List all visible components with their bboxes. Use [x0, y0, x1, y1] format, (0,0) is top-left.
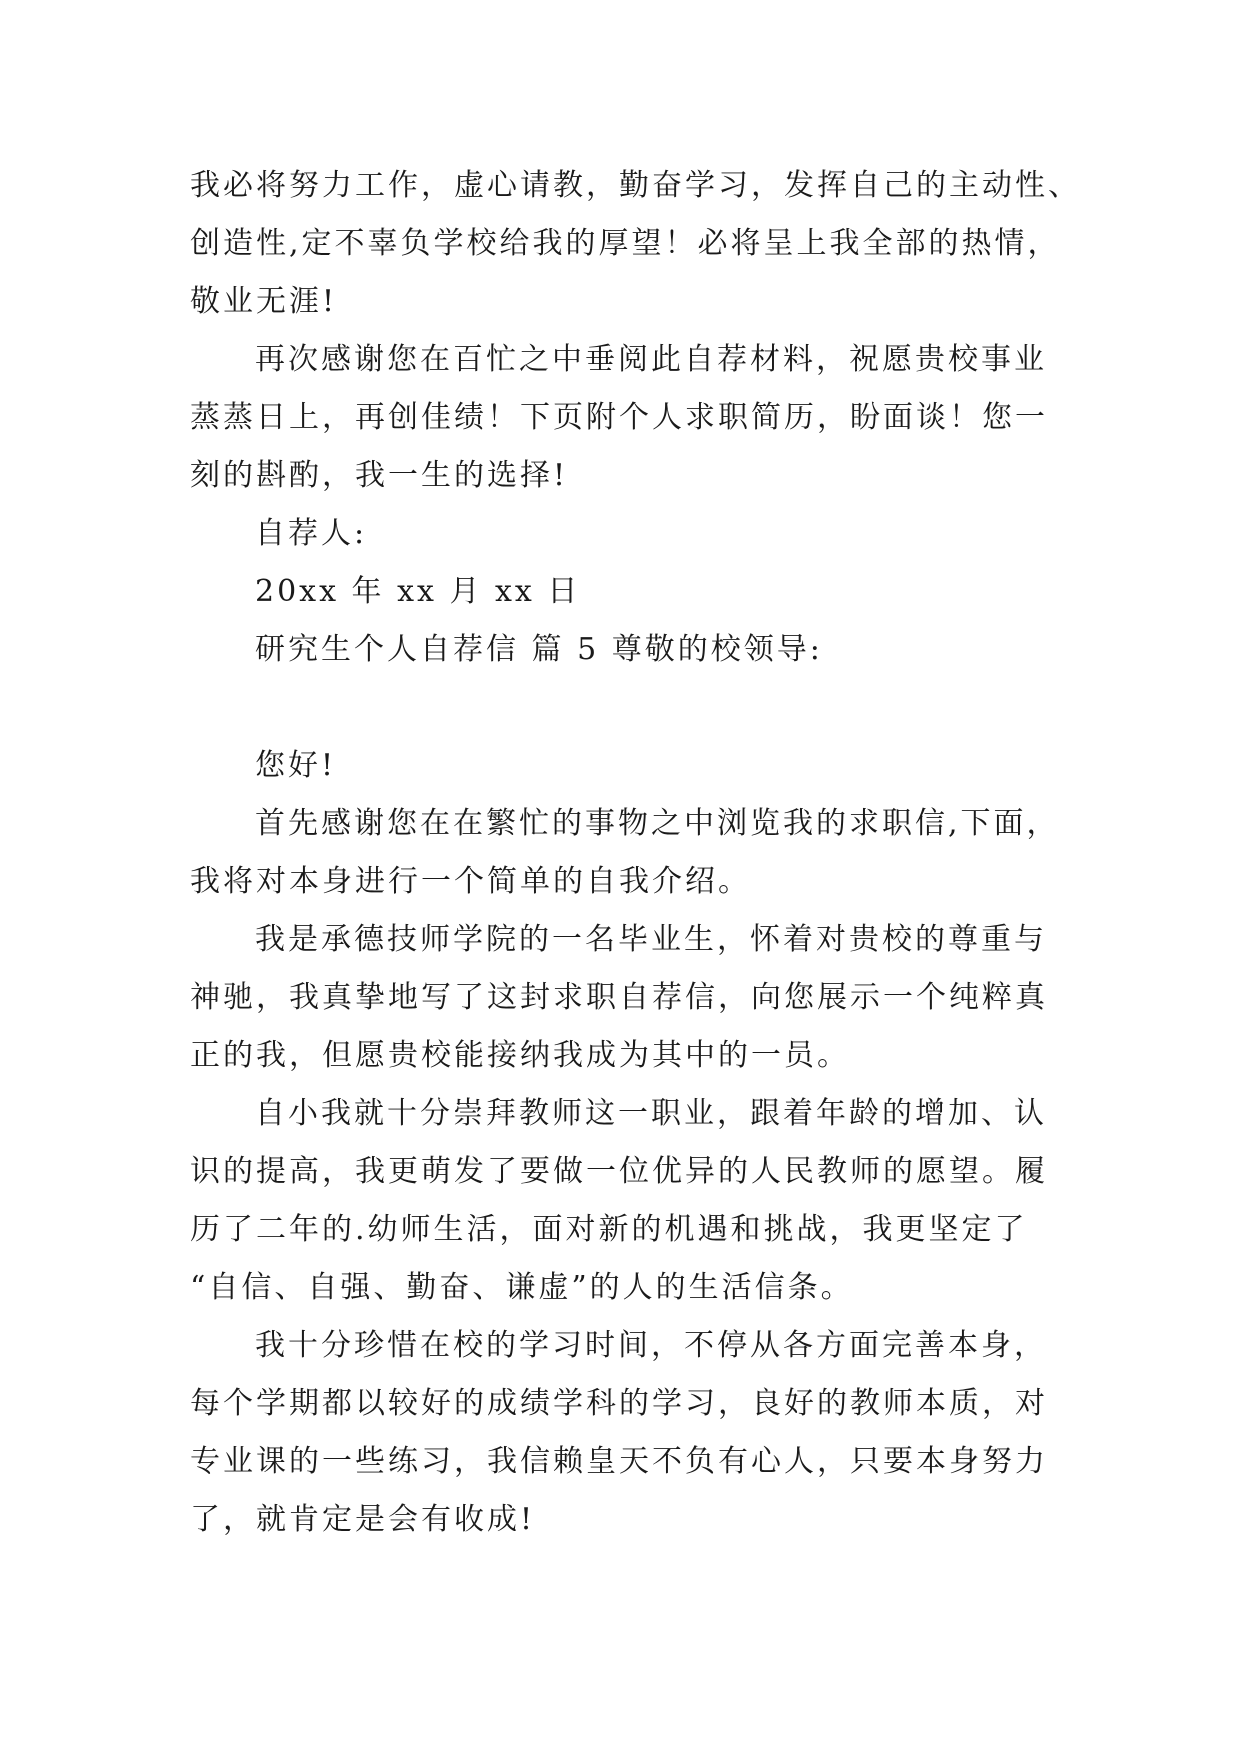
date-line: 20xx 年 xx 月 xx 日 [255, 574, 581, 609]
text-line-11: 首先感谢您在在繁忙的事物之中浏览我的求职信,下面， [255, 806, 1060, 841]
text-line-12: 我将对本身进行一个简单的自我介绍。 [190, 864, 751, 899]
text-line-4: 再次感谢您在百忙之中垂阅此自荐材料，祝愿贵校事业 [255, 342, 1047, 377]
section-heading: 研究生个人自荐信 篇 5 尊敬的校领导: [255, 632, 823, 667]
text-line-23: 了，就肯定是会有收成! [190, 1502, 536, 1537]
text-line-22: 专业课的一些练习，我信赖皇天不负有心人，只要本身努力 [190, 1444, 1048, 1479]
text-line-18: 历了二年的.幼师生活，面对新的机遇和挑战，我更坚定了 [190, 1212, 1028, 1247]
text-line-5: 蒸蒸日上，再创佳绩！下页附个人求职简历，盼面谈！您一 [190, 400, 1048, 435]
text-line-14: 神驰，我真挚地写了这封求职自荐信，向您展示一个纯粹真 [190, 980, 1048, 1015]
text-line-17: 识的提高，我更萌发了要做一位优异的人民教师的愿望。履 [190, 1154, 1048, 1189]
text-line-13: 我是承德技师学院的一名毕业生，怀着对贵校的尊重与 [255, 922, 1047, 957]
text-line-20: 我十分珍惜在校的学习时间，不停从各方面完善本身， [255, 1328, 1047, 1363]
signature-label: 自荐人: [255, 516, 368, 551]
text-line-19: “自信、自强、勤奋、谦虚”的人的生活信条。 [190, 1270, 854, 1305]
text-line-16: 自小我就十分崇拜教师这一职业，跟着年龄的增加、认 [255, 1096, 1047, 1131]
greeting: 您好! [255, 748, 337, 783]
text-line-1: 我必将努力工作，虚心请教，勤奋学习，发挥自己的主动性、 [190, 168, 1081, 203]
text-line-2: 创造性,定不辜负学校给我的厚望！必将呈上我全部的热情， [190, 226, 1061, 261]
text-line-3: 敬业无涯! [190, 284, 338, 319]
text-line-15: 正的我，但愿贵校能接纳我成为其中的一员。 [190, 1038, 850, 1073]
text-line-6: 刻的斟酌，我一生的选择! [190, 458, 569, 493]
text-line-21: 每个学期都以较好的成绩学科的学习，良好的教师本质，对 [190, 1386, 1048, 1421]
